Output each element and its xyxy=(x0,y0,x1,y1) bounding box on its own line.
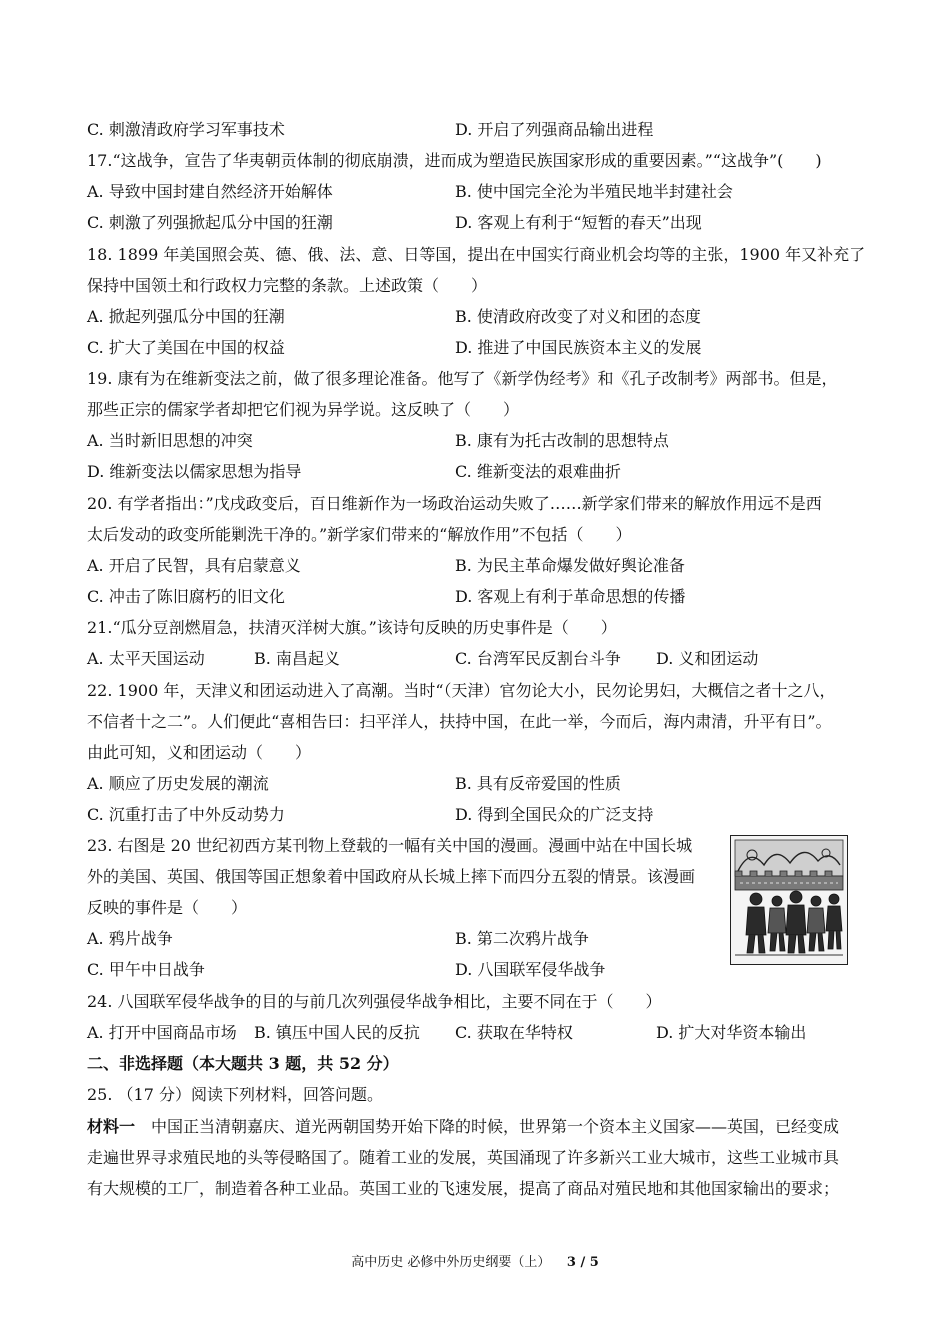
q24-option-a: A. 打开中国商品市场 xyxy=(87,1023,237,1042)
q24-option-d: D. 扩大对华资本输出 xyxy=(656,1023,807,1042)
q22-option-a: A. 顺应了历史发展的潮流 xyxy=(87,774,269,793)
q17-option-c: C. 刺激了列强掀起瓜分中国的狂潮 xyxy=(87,213,333,232)
q16-option-d: D. 开启了列强商品输出进程 xyxy=(455,120,654,139)
q17-option-d: D. 客观上有利于“短暂的春天”出现 xyxy=(455,213,702,232)
q20-option-c: C. 冲击了陈旧腐朽的旧文化 xyxy=(87,587,285,606)
q21-option-d: D. 义和团运动 xyxy=(656,649,759,668)
q18-option-c: C. 扩大了美国在中国的权益 xyxy=(87,338,285,357)
q23-option-a: A. 鸦片战争 xyxy=(87,929,173,948)
q22-stem-line1: 22. 1900 年，天津义和团运动进入了高潮。当时“（天津）官勿论大小，民勿论男妇，大概信之者十之八， xyxy=(87,681,836,700)
q18-stem-line1: 18. 1899 年美国照会英、德、俄、法、意、日等国，提出在中国实行商业机会均等的主张，1900 年又补充了 xyxy=(87,245,866,264)
q23-option-b: B. 第二次鸦片战争 xyxy=(455,929,589,948)
q20-option-a: A. 开启了民智，具有启蒙意义 xyxy=(87,556,301,575)
q18-stem-line2: 保持中国领土和行政权力完整的条款。上述政策（ ） xyxy=(87,276,488,295)
q23-stem-line1: 23. 右图是 20 世纪初西方某刊物上登载的一幅有关中国的漫画。漫画中站在中国长城 xyxy=(87,836,693,855)
q22-option-c: C. 沉重打击了中外反动势力 xyxy=(87,805,285,824)
material-label: 材料一 xyxy=(87,1117,136,1136)
q23-option-c: C. 甲午中日战争 xyxy=(87,960,205,979)
q25-material1-line1 xyxy=(87,1117,839,1137)
page-footer xyxy=(0,1251,950,1270)
q24-option-c: C. 获取在华特权 xyxy=(455,1023,573,1042)
q17-option-b: B. 使中国完全沦为半殖民地半封建社会 xyxy=(455,182,733,201)
q21-option-b: B. 南昌起义 xyxy=(254,649,340,668)
q20-option-b: B. 为民主革命爆发做好舆论准备 xyxy=(455,556,685,575)
q19-option-b: B. 康有为托古改制的思想特点 xyxy=(455,431,669,450)
footer-subject: 高中历史 必修中外历史纲要（上） xyxy=(351,1255,551,1270)
q18-option-a: A. 掀起列强瓜分中国的狂潮 xyxy=(87,307,285,326)
q19-stem-line1: 19. 康有为在维新变法之前，做了很多理论准备。他写了《新学伪经考》和《孔子改制考》两部书。但是， xyxy=(87,369,838,388)
q25-stem: 25. （17 分）阅读下列材料，回答问题。 xyxy=(87,1085,383,1104)
q17-stem: 17.“这战争，宣告了华夷朝贡体制的彻底崩溃，进而成为塑造民族国家形成的重要因素。”“这战争”( ) xyxy=(87,151,822,170)
q18-option-d: D. 推进了中国民族资本主义的发展 xyxy=(455,338,702,357)
material-text: 中国正当清朝嘉庆、道光两朝国势开始下降的时候，世界第一个资本主义国家——英国，已经变成 xyxy=(135,1117,840,1136)
q25-material1-line2: 走遍世界寻求殖民地的头等侵略国了。随着工业的发展，英国涌现了许多新兴工业大城市，这些工业城市具 xyxy=(87,1148,840,1167)
q16-option-c: C. 刺激清政府学习军事技术 xyxy=(87,120,285,139)
footer-page-number: 3 / 5 xyxy=(566,1255,599,1270)
q19-option-d: D. 维新变法以儒家思想为指导 xyxy=(87,462,302,481)
q25-material1-line3: 有大规模的工厂，制造着各种工业品。英国工业的飞速发展，提高了商品对殖民地和其他国家输出的要求； xyxy=(87,1179,840,1198)
q21-stem: 21.“瓜分豆剖燃眉急，扶清灭洋树大旗。”该诗句反映的历史事件是（ ） xyxy=(87,618,617,637)
q22-stem-line2: 不信者十之二”。人们便此“喜相告曰：扫平洋人，扶持中国，在此一举，今而后，海内肃清，升平有日”。 xyxy=(87,712,832,731)
q23-option-d: D. 八国联军侵华战争 xyxy=(455,960,606,979)
q19-stem-line2: 那些正宗的儒家学者却把它们视为异学说。这反映了（ ） xyxy=(87,400,520,419)
q24-option-b: B. 镇压中国人民的反抗 xyxy=(254,1023,420,1042)
q20-option-d: D. 客观上有利于革命思想的传播 xyxy=(455,587,686,606)
q19-option-c: C. 维新变法的艰难曲折 xyxy=(455,462,621,481)
q21-option-a: A. 太平天国运动 xyxy=(87,649,205,668)
q24-stem: 24. 八国联军侵华战争的目的与前几次列强侵华战争相比，主要不同在于（ ） xyxy=(87,992,662,1011)
section-heading: 二、非选择题（本大题共 3 题，共 52 分） xyxy=(87,1054,399,1073)
q23-stem-line2: 外的美国、英国、俄国等国正想象着中国政府从长城上摔下而四分五裂的情景。该漫画 xyxy=(87,867,696,886)
q23-stem-line3: 反映的事件是（ ） xyxy=(87,898,248,917)
q20-stem-line1: 20. 有学者指出：”戊戌政变后，百日维新作为一场政治运动失败了……新学家们带来的解放作用远不是西 xyxy=(87,494,822,513)
q21-option-c: C. 台湾军民反割台斗争 xyxy=(455,649,621,668)
q22-option-d: D. 得到全国民众的广泛支持 xyxy=(455,805,654,824)
q22-stem-line3: 由此可知，义和团运动（ ） xyxy=(87,743,312,762)
q19-option-a: A. 当时新旧思想的冲突 xyxy=(87,431,253,450)
q18-option-b: B. 使清政府改变了对义和团的态度 xyxy=(455,307,701,326)
q22-option-b: B. 具有反帝爱国的性质 xyxy=(455,774,621,793)
q20-stem-line2: 太后发动的政变所能剿洗干净的。”新学家们带来的“解放作用”不包括（ ） xyxy=(87,525,632,544)
great-wall-cartoon-image xyxy=(730,835,848,965)
q17-option-a: A. 导致中国封建自然经济开始解体 xyxy=(87,182,333,201)
